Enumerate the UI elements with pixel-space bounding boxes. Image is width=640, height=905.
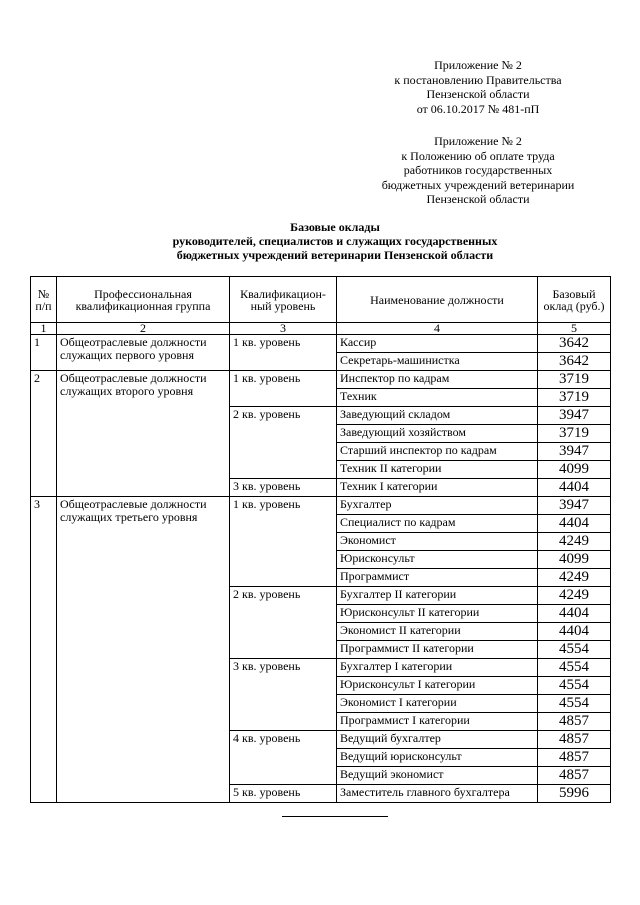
header-level: Квалификацион-ный уровень <box>230 277 337 323</box>
title-line: руководителей, специалистов и служащих государственных <box>172 234 498 248</box>
header-position: Наименование должности <box>337 277 538 323</box>
group-name-cell: Общеотраслевые должности служащих первого уровня <box>57 335 230 371</box>
appendix-line: бюджетных учреждений ветеринарии <box>381 177 575 192</box>
qualification-level-cell: 1 кв. уровень <box>230 497 337 587</box>
column-number: 2 <box>57 323 230 335</box>
base-salary-cell: 3947 <box>538 407 611 425</box>
position-title-cell: Заведующий складом <box>337 407 538 425</box>
appendix-line: Пензенской области <box>426 192 530 206</box>
column-number: 1 <box>31 323 57 335</box>
position-title-cell: Экономист <box>337 533 538 551</box>
position-title-cell: Специалист по кадрам <box>337 515 538 533</box>
base-salary-cell: 4857 <box>538 731 611 749</box>
base-salary-cell: 4857 <box>538 767 611 785</box>
base-salary-cell: 4554 <box>538 677 611 695</box>
position-title-cell: Юрисконсульт <box>337 551 538 569</box>
position-title-cell: Ведущий юрисконсульт <box>337 749 538 767</box>
position-title-cell: Заведующий хозяйством <box>337 425 538 443</box>
position-title-cell: Программист I категории <box>337 713 538 731</box>
qualification-level-cell: 5 кв. уровень <box>230 785 337 803</box>
appendix-line: работников государственных <box>403 163 553 177</box>
qualification-level-cell: 1 кв. уровень <box>230 335 337 371</box>
base-salary-cell: 4857 <box>538 713 611 731</box>
qualification-level-cell: 3 кв. уровень <box>230 659 337 731</box>
position-title-cell: Секретарь-машинистка <box>337 353 538 371</box>
footer-rule <box>282 816 388 817</box>
group-number-cell: 1 <box>31 335 57 371</box>
position-title-cell: Бухгалтер I категории <box>337 659 538 677</box>
base-salary-cell: 3719 <box>538 425 611 443</box>
position-title-cell: Техник II категории <box>337 461 538 479</box>
position-title-cell: Техник <box>337 389 538 407</box>
column-number-row <box>31 323 611 335</box>
appendix-heading: Приложение № 2 <box>434 58 522 72</box>
base-salary-cell: 4554 <box>538 659 611 677</box>
appendix-block-resolution <box>378 58 578 116</box>
qualification-level-cell: 4 кв. уровень <box>230 731 337 785</box>
base-salary-cell: 4249 <box>538 587 611 605</box>
column-number: 5 <box>538 323 611 335</box>
salary-table <box>30 276 611 803</box>
group-name-cell: Общеотраслевые должности служащих второго уровня <box>57 371 230 497</box>
table-row <box>31 335 611 353</box>
base-salary-cell: 5996 <box>538 785 611 803</box>
qualification-level-cell: 2 кв. уровень <box>230 407 337 479</box>
title-line: Базовые оклады <box>290 220 380 234</box>
position-title-cell: Бухгалтер II категории <box>337 587 538 605</box>
base-salary-cell: 4554 <box>538 695 611 713</box>
position-title-cell: Юрисконсульт II категории <box>337 605 538 623</box>
base-salary-cell: 3642 <box>538 335 611 353</box>
header-salary: Базовый оклад (руб.) <box>538 277 611 323</box>
position-title-cell: Экономист II категории <box>337 623 538 641</box>
base-salary-cell: 4404 <box>538 605 611 623</box>
base-salary-cell: 4857 <box>538 749 611 767</box>
base-salary-cell: 3642 <box>538 353 611 371</box>
column-number: 3 <box>230 323 337 335</box>
group-number-cell: 2 <box>31 371 57 497</box>
qualification-level-cell: 3 кв. уровень <box>230 479 337 497</box>
base-salary-cell: 4249 <box>538 533 611 551</box>
position-title-cell: Техник I категории <box>337 479 538 497</box>
position-title-cell: Экономист I категории <box>337 695 538 713</box>
base-salary-cell: 4099 <box>538 461 611 479</box>
appendix-line: от 06.10.2017 № 481-пП <box>416 101 540 116</box>
table-row <box>31 497 611 515</box>
base-salary-cell: 3947 <box>538 443 611 461</box>
appendix-block-regulation <box>378 134 578 207</box>
document-title <box>120 220 550 262</box>
table-header-row <box>31 277 611 323</box>
position-title-cell: Ведущий экономист <box>337 767 538 785</box>
table-body <box>31 335 611 803</box>
base-salary-cell: 3719 <box>538 389 611 407</box>
header-group: Профессиональная квалификационная группа <box>57 277 230 323</box>
column-number: 4 <box>337 323 538 335</box>
appendix-line: Пензенской области <box>426 87 530 101</box>
position-title-cell: Кассир <box>337 335 538 353</box>
position-title-cell: Бухгалтер <box>337 497 538 515</box>
base-salary-cell: 4099 <box>538 551 611 569</box>
base-salary-cell: 4404 <box>538 479 611 497</box>
base-salary-cell: 3947 <box>538 497 611 515</box>
base-salary-cell: 4404 <box>538 515 611 533</box>
appendix-heading: Приложение № 2 <box>434 134 522 148</box>
base-salary-cell: 4554 <box>538 641 611 659</box>
qualification-level-cell: 1 кв. уровень <box>230 371 337 407</box>
qualification-level-cell: 2 кв. уровень <box>230 587 337 659</box>
base-salary-cell: 4404 <box>538 623 611 641</box>
position-title-cell: Ведущий бухгалтер <box>337 731 538 749</box>
appendix-line: к постановлению Правительства <box>394 72 562 87</box>
group-number-cell: 3 <box>31 497 57 803</box>
title-line: бюджетных учреждений ветеринарии Пензенской области <box>176 248 494 262</box>
position-title-cell: Программист II категории <box>337 641 538 659</box>
table-row <box>31 371 611 389</box>
base-salary-cell: 3719 <box>538 371 611 389</box>
header-number: № п/п <box>31 277 57 323</box>
position-title-cell: Программист <box>337 569 538 587</box>
appendix-line: к Положению об оплате труда <box>401 148 555 163</box>
group-name-cell: Общеотраслевые должности служащих третьего уровня <box>57 497 230 803</box>
position-title-cell: Заместитель главного бухгалтера <box>337 785 538 803</box>
position-title-cell: Юрисконсульт I категории <box>337 677 538 695</box>
position-title-cell: Старший инспектор по кадрам <box>337 443 538 461</box>
base-salary-cell: 4249 <box>538 569 611 587</box>
position-title-cell: Инспектор по кадрам <box>337 371 538 389</box>
